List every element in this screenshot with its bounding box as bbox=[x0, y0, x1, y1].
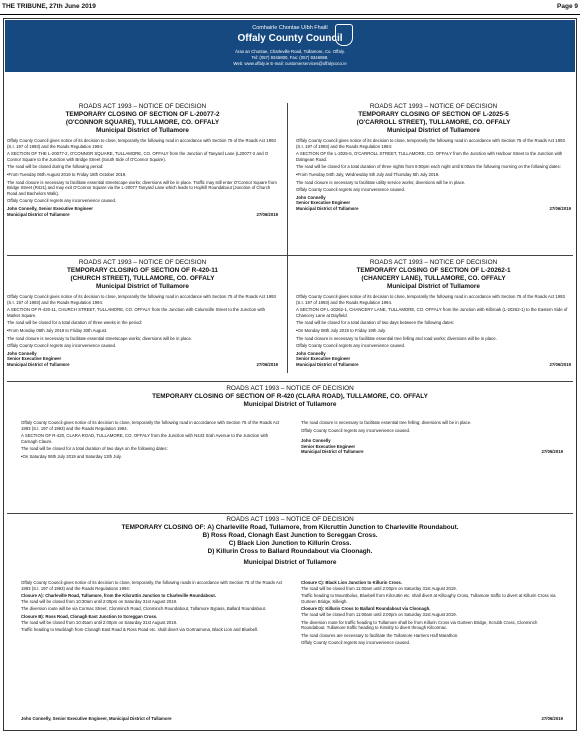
notice-title: (O'CONNOR SQUARE), TULLAMORE, CO. OFFALY bbox=[65, 119, 220, 126]
notice-title: TEMPORARY CLOSING OF: A) Charleville Road, Tullamore, from Kilcruttin Junction to Charleville Roundabout. bbox=[121, 524, 459, 531]
notice-text: The road closure is necessary to facilitate essential streetscape works; diversions will be in place. Traffic may still enter O'Connor Square from Bridge Street (R421) and may exit O'Connor Square via the L-20077 Tanyard Lane which leads to Hophill Roundabout (Junction of Church Road and Bachelors Walk). bbox=[7, 179, 277, 196]
notice-title: TEMPORARY CLOSING OF SECTION OF R-420 (CLARA ROAD), TULLAMORE, CO. OFFALY bbox=[152, 393, 428, 400]
closure-b-heading: Closure B): Ross Road, Clonagh East Junction to Screggan Cross. bbox=[21, 613, 158, 619]
notice-text: A SECTION OF L-20262-1, CHANCERY LANE, TULLAMORE, CO. OFFALY from the Junction with Kilbroak (L-20262-1) to the Eastern Side of Chancery Lane at Dayfield. bbox=[296, 307, 568, 318]
notice-signature: John Connelly Senior Executive Engineer Municipal District of Tullamore 27/06/2019 bbox=[296, 194, 571, 211]
notice-text: A SECTION OF R-420, CLARA ROAD, TULLAMORE, CO. OFFALY from the Junction with N443 Srah Avenue to the Junction with Carnagh Claure. bbox=[21, 433, 269, 444]
notice-text: The road will be closed during the following period: bbox=[7, 164, 104, 170]
newspaper-title: THE TRIBUNE, 27th June 2019 bbox=[2, 3, 96, 10]
notice-title: TEMPORARY CLOSING OF SECTION OF L-20262-1 bbox=[356, 267, 511, 274]
notice-text: A SECTION OF R-420-11, CHURCH STREET, TULLAMORE, CO. OFFALY from the Junction with Columcille Street to the Junction with Market Square. bbox=[7, 307, 266, 318]
notice-text: The road will be closed from 10:45am until 2:00pm on Saturday 31st August 2019. bbox=[21, 619, 178, 625]
notice-text: Offaly County Council regrets any inconvenience caused. bbox=[301, 640, 411, 646]
section-divider bbox=[7, 381, 573, 382]
notice-title: B) Ross Road, Clonagh East Junction to Screggan Cross. bbox=[202, 532, 378, 539]
notice-district: Municipal District of Tullamore bbox=[243, 401, 337, 408]
notice-date: 27/06/2019 bbox=[549, 205, 571, 211]
notice-text: Offaly County Council gives notice of its decision to close, temporarily, the following roads in accordance with Section 75 of the Roads Act 1993 (S.I. 197 of 1993) and the Roads Regulations 1994: bbox=[21, 580, 283, 591]
notice-signature: John Connelly Senior Executive Engineer Municipal District of Tullamore 27/06/2019 bbox=[301, 438, 563, 455]
notice-text: Offaly County Council gives notice of its decision to close, temporarily the following road in accordance with Section 75 of the Roads Act 1993 (S.I. 197 of 1993) and the Roads Regulation 1994: bbox=[296, 138, 565, 149]
column-divider bbox=[287, 103, 288, 373]
notice-heading: ROADS ACT 1993 – NOTICE OF DECISION bbox=[78, 259, 207, 266]
notice-text: The road closure is necessary to facilitate essential tree felling and road works; diversions will be in place. bbox=[296, 335, 497, 341]
closure-c-heading: Closure C): Black Lion Junction to Killurin Cross. bbox=[301, 580, 402, 585]
notice-text: The diversion route for traffic heading to Tullamore shall be from Killurin Cross via Gurteen Bridge, Scrubb Cross, Clonminch Roundabout. Tullamore traffic heading to Kinnitty to divert through Kilcormac. bbox=[301, 619, 538, 631]
notice-date: 27/06/2019 bbox=[256, 211, 278, 217]
notice-district: Municipal District of Tullamore bbox=[387, 283, 480, 290]
notice-text: Offaly County Council regrets any inconvenience caused. bbox=[7, 343, 117, 349]
notice-signature: John Connelly Senior Executive Engineer Municipal District of Tullamore 27/06/2019 bbox=[296, 350, 571, 367]
notice-heading: ROADS ACT 1993 – NOTICE OF DECISION bbox=[78, 103, 207, 110]
notice-text: Offaly County Council gives notice of its decision to close, temporarily the following road in accordance with Section 75 of the Roads Act 1993 (S.I. 197 of 1993) and the Roads Regulation 1994. bbox=[21, 420, 280, 431]
notice-title: TEMPORARY CLOSING OF SECTION OF L-20077-2 bbox=[65, 111, 220, 118]
newspaper-header bbox=[0, 0, 580, 15]
section-divider bbox=[7, 255, 573, 256]
notice-text: Traffic heading to Mucklagh from Clonagh East Road & Ross Road etc. shall divert via Gortnamona, Black Lion and Bluebell. bbox=[21, 627, 259, 633]
closure-a-heading: Closure A): Charleville Road, Tullamore, from the Kilcruttin Junction to Charleville Roundabout. bbox=[21, 593, 217, 599]
notice-heading: ROADS ACT 1993 – NOTICE OF DECISION bbox=[369, 259, 498, 266]
notice-text: The road closures are necessary to facilitate the Tullamore Harriers Half Marathon. bbox=[301, 632, 459, 638]
notice-text: The road will be closed for a total duration of two days between the following dates: bbox=[296, 320, 455, 326]
notice-text: Offaly County Council regrets any inconvenience caused. bbox=[296, 343, 406, 349]
notice-left-column bbox=[21, 580, 289, 635]
notice-title: (CHURCH STREET), TULLAMORE, CO. OFFALY bbox=[70, 275, 215, 282]
notice-district: Municipal District of Tullamore bbox=[96, 283, 189, 290]
notice-text: The road will be closed from 11:00am until 2:00pm on Saturday 31st August 2019. bbox=[301, 611, 457, 617]
closure-d-heading: Closure D): Killurin Cross to Ballard Roundabout via Cloonagh. bbox=[301, 606, 431, 612]
notice-text: The diversion route will be via Cormac Street, Clonminch Road, Clonminch Roundabout, Tullamore Bypass, Ballard Roundabout. bbox=[21, 606, 267, 612]
notice-date: 27/06/2019 bbox=[541, 716, 563, 722]
notice-text: The road closure is necessary to facilitate utility service works; diversions will be in place. bbox=[296, 179, 466, 185]
notice-signature: John Connelly, Senior Executive Engineer, Municipal District of Tullamore 27/06/2019 bbox=[21, 716, 563, 722]
notice-date-item: • On Monday 08th July 2019 to Friday 19th July. bbox=[296, 328, 571, 334]
notice-date-item: • From Monday 08th July 2019 to Friday 30th August. bbox=[7, 328, 278, 334]
notice-text: Traffic heading to Mountbolus, Bluebell from Kilcruttin etc. shall divert at Killoughy Cross, Tullamore traffic to divert at Killurin Cross via Gurteen Bridge, Killeigh. bbox=[301, 593, 556, 604]
notice-text: The road will be closed from 11:00am until 2:00pm on Saturday 31st August 2019. bbox=[301, 585, 457, 591]
notice-signature: John Connelly Senior Executive Engineer Municipal District of Tullamore 27/06/2019 bbox=[7, 350, 278, 367]
notice-text: The road will be closed for a total duration of two days on the following dates: bbox=[21, 446, 168, 452]
notice-heading: ROADS ACT 1993 – NOTICE OF DECISION bbox=[226, 516, 354, 523]
notice-title: TEMPORARY CLOSING OF SECTION OF L-2025-5 bbox=[358, 111, 509, 118]
notice-right-column bbox=[301, 420, 563, 455]
notice-clara-road bbox=[7, 385, 573, 507]
notice-text: The road will be closed for a total duration of three weeks in the period: bbox=[7, 320, 142, 326]
notice-date: 27/06/2019 bbox=[541, 449, 563, 455]
notice-date: 27/06/2019 bbox=[549, 361, 571, 367]
notice-text: A SECTION OF the L-2025-5, O'CARROLL STREET, TULLAMORE, CO. OFFALY from the Junction with Harbour Street to the Junction with Dalngean Road. bbox=[296, 151, 563, 162]
notice-title: (O'CARROLL STREET), TULLAMORE, CO. OFFALY bbox=[356, 119, 511, 126]
notice-district: Municipal District of Tullamore bbox=[387, 127, 480, 134]
page-number: Page 9 bbox=[557, 3, 578, 10]
notice-text: The road will be closed for a total duration of three nights from 8:00pm each night until 6:00am the following morning on the following dates: bbox=[296, 164, 561, 170]
notice-title: D) Killurin Cross to Ballard Roundabout via Cloonagh. bbox=[207, 548, 373, 555]
notice-signature: John Connelly, Senior Executive Engineer Municipal District of Tullamore 27/06/2019 bbox=[7, 205, 278, 217]
notice-text: Offaly County Council gives notice of its decision to close, temporarily the following road in accordance with Section 75 of the Roads Act 1993 (S.I. 197 of 1993) and the Roads Regulation 1994. bbox=[7, 294, 276, 305]
council-banner bbox=[5, 20, 575, 72]
address-line: Áras an Chontae, Charleville Road, Tullamore, Co. Offaly. bbox=[235, 49, 345, 54]
notice-text: The road closure is necessary to facilitate essential streetscape works; diversions will be in place. bbox=[7, 335, 193, 341]
notice-title: (CHANCERY LANE), TULLAMORE, CO. OFFALY bbox=[361, 275, 506, 282]
notice-text: Offaly County Council gives notice of its decision to close, temporarily the following road in accordance with Section 75 of the Roads Act 1993 (S.I. 197 of 1993) and the Roads Regulation 1994. bbox=[296, 294, 565, 305]
notice-text: The road will be closed from 10:30am until 2:00pm on Saturday 31st August 2019. bbox=[21, 598, 178, 604]
notice-title: TEMPORARY CLOSING OF SECTION OF R-420-11 bbox=[67, 267, 218, 274]
notice-ocarroll-street bbox=[296, 103, 571, 249]
notice-title: C) Black Lion Junction to Killurin Cross. bbox=[228, 540, 352, 547]
notice-text: Offaly County Council regrets any inconvenience caused. bbox=[7, 198, 117, 204]
advert-frame bbox=[3, 18, 577, 731]
notice-text: Offaly County Council regrets any inconvenience caused. bbox=[301, 427, 411, 433]
notice-text: Offaly County Council regrets any inconvenience caused. bbox=[296, 187, 406, 193]
notice-text: Offaly County Council gives notice of its decision to close, temporarily the following road in accordance with Section 75 of the Roads Act 1993 (S.I. 197 of 1993) and the Roads Regulation 1994: bbox=[7, 138, 276, 149]
notice-heading: ROADS ACT 1993 – NOTICE OF DECISION bbox=[369, 103, 498, 110]
web-line: Web: www.offaly.ie E-mail: customerservices@offalycoco.ie bbox=[233, 61, 347, 66]
notice-date: 27/06/2019 bbox=[256, 361, 278, 367]
notice-oconnor-square bbox=[7, 103, 278, 249]
council-irish-name: Comhairle Chontae Uíbh Fhailí bbox=[252, 25, 328, 31]
phone-line: Tel: (057) 9346800, Fax: (057) 9346868. bbox=[251, 55, 329, 60]
section-divider bbox=[7, 513, 573, 514]
notice-church-street bbox=[7, 259, 278, 375]
council-name: Offaly County Council bbox=[237, 33, 343, 44]
notice-date-item: • From Tuesday 06th August 2019 to Friday 18th October 2019. bbox=[7, 172, 278, 178]
notice-text: The road closure is necessary to facilitate essential tree felling; diversions will be in place. bbox=[301, 420, 472, 425]
notice-district: Municipal District of Tullamore bbox=[96, 127, 189, 134]
notice-chancery-lane bbox=[296, 259, 571, 375]
notice-date-item: • On Saturday 06th July 2019 and Saturday 13th July. bbox=[21, 454, 283, 460]
council-address bbox=[5, 49, 575, 67]
notice-district: Municipal District of Tullamore bbox=[243, 559, 337, 566]
notice-text: A SECTION OF THE L-20077-2, O'CONNOR SQUARE, TULLAMORE, CO. OFFALY from the Junction of Tanyard Lane (L20077-2 and O Connor Square to the Junction with Bridge Street (South Side of O'Connor Square). bbox=[7, 151, 269, 162]
notice-date-item: • From Tuesday 04th July, Wednesday 5th July and Thursday 6th July 2019. bbox=[296, 172, 571, 178]
notice-half-marathon bbox=[7, 516, 573, 726]
notice-left-column bbox=[21, 420, 283, 462]
notice-right-column bbox=[301, 580, 563, 648]
notice-heading: ROADS ACT 1993 – NOTICE OF DECISION bbox=[226, 385, 354, 392]
